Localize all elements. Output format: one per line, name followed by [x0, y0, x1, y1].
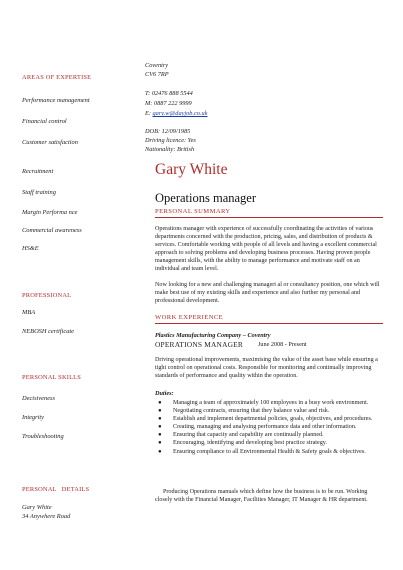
bullet-icon: ●	[158, 408, 162, 415]
professional-heading: PROFESSIONAL	[22, 292, 72, 299]
bullet-icon: ●	[158, 424, 162, 431]
area-item: Recruitment	[22, 168, 54, 175]
contact-postcode: CV6 7RP	[145, 71, 169, 78]
summary-para-2: Now looking for a new and challenging manageri al or consultancy position, one which will make best use of my existing skills and experience and also further my personal and professional development.	[155, 282, 380, 304]
areas-heading: AREAS OF EXPERTISE	[22, 74, 92, 81]
bullet-icon: ●	[158, 448, 162, 455]
job-title: Operations manager	[155, 191, 257, 205]
summary-rule	[155, 217, 383, 218]
details-item: 34 Anywhere Road	[22, 513, 71, 520]
summary-heading: PERSONAL SUMMARY	[155, 208, 231, 215]
list-item: ● Managing a team of approximately 100 employees in a busy work environment.	[158, 400, 369, 406]
email-link[interactable]: gary.w@dayjob.co.uk	[152, 110, 208, 117]
bullet-icon: ●	[158, 432, 162, 439]
email-prefix: E:	[145, 110, 153, 117]
bullet-icon: ●	[158, 440, 162, 447]
contact-city: Coventry	[145, 62, 169, 69]
professional-item: MBA	[22, 309, 36, 316]
duties-label: Duties:	[155, 390, 174, 397]
details-heading	[22, 486, 89, 493]
experience-rule	[155, 323, 383, 324]
summary-para-1: Operations manager with experience of successfully coordinating the activities of various departments concerned with the production, pricing, sales, and distribution of products & services. Comfortable working with people of all levels and having a excellent commercial approach to solving problems and developing business processes. Having proven people management skills, with the ability to manage performance and motivate staff on an individual and team level.	[155, 226, 377, 272]
contact-tel: T: 02476 888 5544	[145, 90, 193, 97]
list-item: ● Creating, managing and analysing performance data and other information.	[158, 424, 357, 431]
area-item: HS&E	[22, 245, 39, 252]
area-item: Staff training	[22, 189, 56, 196]
list-item: ● Ensuring compliance to all Environmental Health & Safety goals & objectives.	[158, 448, 366, 455]
skill-item: Decisiveness	[22, 395, 56, 402]
area-item: Financial control	[22, 118, 67, 125]
sidebar	[22, 0, 147, 570]
area-item: Margin Performa nce	[22, 209, 78, 216]
list-item: ● Negotiating contracts, ensuring that they balance value and risk.	[158, 408, 330, 415]
contact-nationality: Nationality: British	[145, 146, 195, 153]
skill-item: Integrity	[22, 414, 45, 421]
skill-item: Troubleshooting	[22, 433, 64, 440]
area-item: Customer satisfaction	[22, 139, 78, 146]
bullet-icon: ●	[158, 416, 162, 423]
skills-heading: PERSONAL SKILLS	[22, 374, 82, 381]
experience-tail: Producing Operations manuals which define how the business is to be run. Working closely with the Financial Manager, Facilities Manager, IT Manager & HR department.	[155, 489, 368, 503]
details-item: Gary White	[22, 504, 52, 511]
duties-list	[155, 399, 384, 456]
contact-driving: Driving licence: Yes	[145, 137, 196, 144]
role-title: OPERATIONS MANAGER	[155, 340, 243, 349]
contact-email-row	[145, 110, 207, 117]
role-dates: June 2008 - Present	[258, 341, 307, 348]
bullet-icon: ●	[158, 400, 162, 406]
company-name: Plastics Manufacturing Company – Coventry	[155, 332, 271, 339]
list-item: ● Encouraging, identifying and developing best practice strategy.	[158, 440, 327, 447]
experience-para: Driving operational improvements, maximising the value of the asset base while ensuring a tight control on operational costs. Responsible for monitoring and continually improving standards of performance and quality within the operation.	[155, 357, 378, 379]
details-heading-text: PERSONAL DETAILS	[22, 486, 90, 493]
candidate-name: Gary White	[155, 161, 228, 178]
area-item: Performance management	[22, 97, 90, 104]
list-item: ● Establish and implement departmental policies, goals, objectives, and procedures.	[158, 416, 373, 423]
contact-mobile: M: 0887 222 9999	[145, 100, 192, 107]
contact-dob: DOB: 12/09/1985	[145, 128, 191, 135]
experience-heading: WORK EXPERIENCE	[155, 314, 224, 321]
list-item: ● Ensuring that capacity and capability are continually planned.	[158, 432, 324, 439]
area-item: Commercial awareness	[22, 227, 82, 234]
professional-item: NEBOSH certificate	[22, 328, 74, 335]
